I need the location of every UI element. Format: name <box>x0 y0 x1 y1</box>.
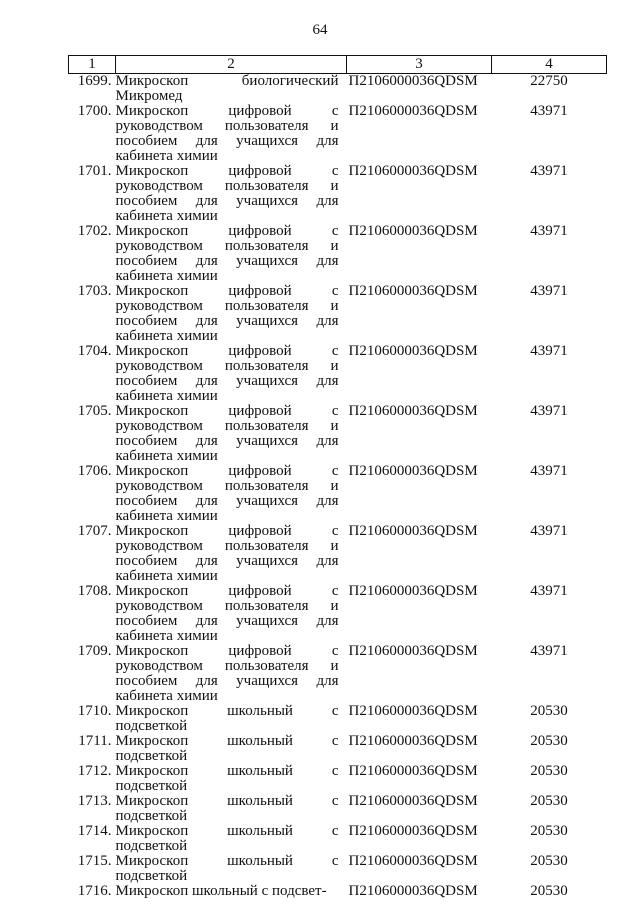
item-name: Микроскоп школьный с подсветкой <box>115 853 339 884</box>
row-number: 1703. <box>77 283 112 299</box>
row-number: 1714. <box>77 823 112 839</box>
inventory-code: П2106000036QDSM <box>348 283 478 299</box>
header-col-3: 3 <box>347 56 492 74</box>
item-price: 20530 <box>530 793 568 809</box>
item-name: Микроскоп биологический Микромед <box>115 73 339 104</box>
item-name: Микроскоп цифровой с руководством пользователя и пособием для учащихся для кабинета химии <box>115 283 339 344</box>
table-row <box>69 854 607 884</box>
table-row <box>69 284 607 344</box>
item-name: Микроскоп цифровой с руководством пользователя и пособием для учащихся для кабинета химии <box>115 223 339 284</box>
table-row <box>69 164 607 224</box>
inventory-code: П2106000036QDSM <box>348 793 478 809</box>
item-price: 43971 <box>530 163 568 179</box>
table-row <box>69 644 607 704</box>
table-row <box>69 344 607 404</box>
item-price: 43971 <box>530 643 568 659</box>
item-price: 20530 <box>530 763 568 779</box>
item-name: Микроскоп цифровой с руководством пользователя и пособием для учащихся для кабинета химии <box>115 343 339 404</box>
row-number: 1710. <box>77 703 112 719</box>
table-row <box>69 524 607 584</box>
inventory-code: П2106000036QDSM <box>348 523 478 539</box>
item-price: 43971 <box>530 403 568 419</box>
inventory-code: П2106000036QDSM <box>348 103 478 119</box>
table-row <box>69 104 607 164</box>
item-name: Микроскоп цифровой с руководством пользователя и пособием для учащихся для кабинета химии <box>115 403 339 464</box>
row-number: 1708. <box>77 583 112 599</box>
inventory-table <box>68 55 607 899</box>
table-row <box>69 464 607 524</box>
table-row <box>69 224 607 284</box>
table-row <box>69 584 607 644</box>
item-price: 20530 <box>530 733 568 749</box>
row-number: 1707. <box>77 523 112 539</box>
row-number: 1705. <box>77 403 112 419</box>
table-row <box>69 704 607 734</box>
table-row <box>69 794 607 824</box>
item-name: Микроскоп школьный с подсвет- <box>115 883 327 899</box>
item-name: Микроскоп школьный с подсветкой <box>115 703 339 734</box>
row-number: 1715. <box>77 853 112 869</box>
row-number: 1713. <box>77 793 112 809</box>
table-row <box>69 404 607 464</box>
item-name: Микроскоп цифровой с руководством пользователя и пособием для учащихся для кабинета химии <box>115 163 339 224</box>
inventory-code: П2106000036QDSM <box>348 703 478 719</box>
inventory-code: П2106000036QDSM <box>348 73 478 89</box>
inventory-code: П2106000036QDSM <box>348 643 478 659</box>
inventory-code: П2106000036QDSM <box>348 763 478 779</box>
item-price: 43971 <box>530 523 568 539</box>
row-number: 1706. <box>77 463 112 479</box>
item-name: Микроскоп школьный с подсветкой <box>115 823 339 854</box>
inventory-code: П2106000036QDSM <box>348 163 478 179</box>
table-row <box>69 74 607 105</box>
item-price: 43971 <box>530 103 568 119</box>
item-name: Микроскоп цифровой с руководством пользователя и пособием для учащихся для кабинета химии <box>115 523 339 584</box>
item-price: 20530 <box>530 823 568 839</box>
inventory-code: П2106000036QDSM <box>348 583 478 599</box>
row-number: 1709. <box>77 643 112 659</box>
table-row <box>69 764 607 794</box>
row-number: 1699. <box>77 73 112 89</box>
row-number: 1711. <box>78 733 112 749</box>
header-col-1: 1 <box>69 56 116 74</box>
table-header-row <box>69 56 607 74</box>
row-number: 1702. <box>77 223 112 239</box>
inventory-code: П2106000036QDSM <box>348 403 478 419</box>
item-price: 20530 <box>530 883 568 899</box>
item-name: Микроскоп школьный с подсветкой <box>115 763 339 794</box>
table-row <box>69 884 607 899</box>
item-price: 43971 <box>530 283 568 299</box>
item-price: 43971 <box>530 343 568 359</box>
item-name: Микроскоп школьный с подсветкой <box>115 793 339 824</box>
item-price: 20530 <box>530 703 568 719</box>
row-number: 1712. <box>77 763 112 779</box>
table-row <box>69 824 607 854</box>
row-number: 1701. <box>77 163 112 179</box>
inventory-code: П2106000036QDSM <box>348 853 478 869</box>
table-body <box>69 74 607 900</box>
page-number: 64 <box>312 22 328 38</box>
item-name: Микроскоп цифровой с руководством пользователя и пособием для учащихся для кабинета химии <box>115 583 339 644</box>
item-price: 43971 <box>530 463 568 479</box>
inventory-code: П2106000036QDSM <box>348 343 478 359</box>
header-col-2: 2 <box>116 56 347 74</box>
header-col-4: 4 <box>492 56 607 74</box>
item-price: 43971 <box>530 223 568 239</box>
inventory-code: П2106000036QDSM <box>348 733 478 749</box>
item-name: Микроскоп школьный с подсветкой <box>115 733 339 764</box>
item-name: Микроскоп цифровой с руководством пользователя и пособием для учащихся для кабинета химии <box>115 463 339 524</box>
inventory-code: П2106000036QDSM <box>348 223 478 239</box>
inventory-code: П2106000036QDSM <box>348 883 478 899</box>
row-number: 1704. <box>77 343 112 359</box>
table-row <box>69 734 607 764</box>
inventory-code: П2106000036QDSM <box>348 823 478 839</box>
item-name: Микроскоп цифровой с руководством пользователя и пособием для учащихся для кабинета химии <box>115 103 339 164</box>
item-name: Микроскоп цифровой с руководством пользователя и пособием для учащихся для кабинета химии <box>115 643 339 704</box>
row-number: 1716. <box>77 883 112 899</box>
item-price: 43971 <box>530 583 568 599</box>
item-price: 22750 <box>530 73 568 89</box>
row-number: 1700. <box>77 103 112 119</box>
inventory-code: П2106000036QDSM <box>348 463 478 479</box>
item-price: 20530 <box>530 853 568 869</box>
